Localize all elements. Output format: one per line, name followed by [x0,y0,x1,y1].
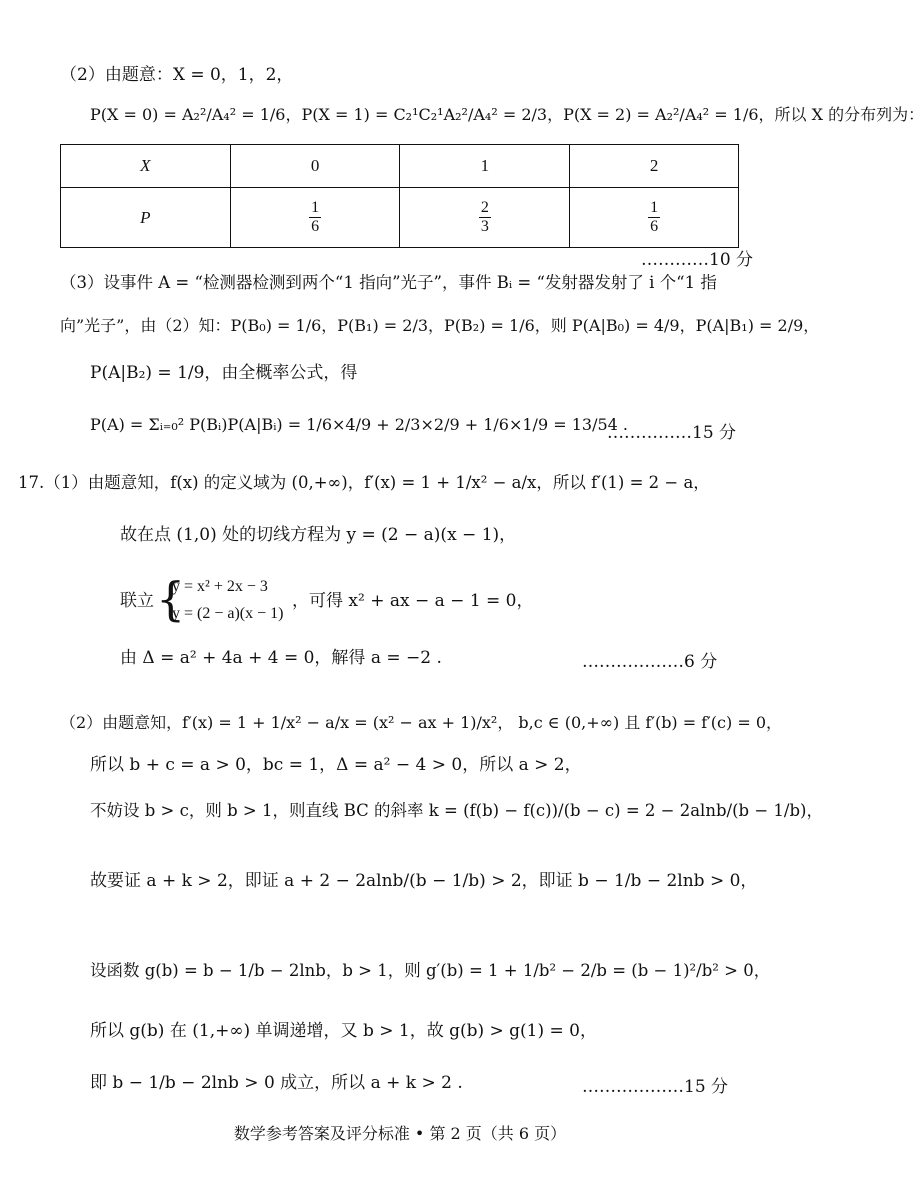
q17-part2-line2: 所以 b + c = a > 0，bc = 1，Δ = a² − 4 > 0，所以 a > 2， [90,755,582,775]
part3-line2: 向”光子”，由（2）知：P(B₀) = 1/6，P(B₁) = 2/3，P(B₂) = 1/6，则 P(A|B₀) = 4/9，P(A|B₁) = 2/9， [60,316,820,335]
fraction [309,199,321,237]
table-cell [230,188,400,248]
score-15-q17: ………………15 分 [582,1077,729,1097]
part3-total-probability: P(A) = Σᵢ₌₀² P(Bᵢ)P(A|Bᵢ) = 1/6×4/9 + 2/3×2/9 + 1/6×1/9 = 13/54 . [90,415,628,434]
q17-system-result: ，可得 x² + ax − a − 1 = 0， [292,591,534,611]
part3-line1: （3）设事件 A = “检测器检测到两个“1 指向”光子”，事件 Bᵢ = “发射器发射了 i 个“1 指 [60,273,717,292]
q17-part1-line2: 故在点 (1,0) 处的切线方程为 y = (2 − a)(x − 1)， [120,525,517,545]
table-row [61,145,739,188]
fraction [479,199,491,237]
denominator: 6 [311,218,320,235]
table-row [61,188,739,248]
table-header-x: X [61,145,231,188]
q17-system-label: 联立 [120,591,154,611]
numerator: 1 [311,198,320,216]
table-cell [400,188,570,248]
fraction [648,199,660,237]
score-10: …………10 分 [641,250,754,270]
q17-part2-line5: 设函数 g(b) = b − 1/b − 2lnb，b > 1，则 g′(b) = 1 + 1/b² − 2/b = (b − 1)²/b² > 0， [90,961,771,980]
table-cell: 2 [570,145,739,188]
part3-line3: P(A|B₂) = 1/9，由全概率公式，得 [90,363,358,383]
q17-part2-line6: 所以 g(b) 在 (1,+∞) 单调递增，又 b > 1，故 g(b) > g(1) = 0， [90,1021,598,1041]
table-cell [570,188,739,248]
score-15-part3: ……………15 分 [607,423,737,443]
page-footer: 数学参考答案及评分标准 • 第 2 页（共 6 页） [233,1124,567,1143]
distribution-table [60,144,739,248]
numerator: 2 [480,198,489,216]
table-row-label-p: P [61,188,231,248]
system-equation-2: y = (2 − a)(x − 1) [172,605,284,622]
q17-part1-line4: 由 Δ = a² + 4a + 4 = 0，解得 a = −2 . [120,648,442,668]
left-brace-icon: { [156,572,186,626]
denominator: 6 [650,218,659,235]
part2-intro: （2）由题意：X = 0，1，2， [60,65,294,85]
q17-part2-line3: 不妨设 b > c，则 b > 1，则直线 BC 的斜率 k = (f(b) − f(c))/(b − c) = 2 − 2alnb/(b − 1/b)， [90,801,823,820]
system-equation-1: y = x² + 2x − 3 [172,578,268,595]
q17-part1-line1: 17.（1）由题意知，f(x) 的定义域为 (0,+∞)，f′(x) = 1 + 1/x² − a/x，所以 f′(1) = 2 − a， [18,473,710,492]
table-cell: 0 [230,145,400,188]
denominator: 3 [480,218,489,235]
q17-part2-line4: 故要证 a + k > 2，即证 a + 2 − 2alnb/(b − 1/b) > 2，即证 b − 1/b − 2lnb > 0， [90,871,758,891]
table-cell: 1 [400,145,570,188]
q17-part2-line7: 即 b − 1/b − 2lnb > 0 成立，所以 a + k > 2 . [90,1073,463,1093]
score-6: ………………6 分 [582,652,718,672]
part2-probability-line: P(X = 0) = A₂²/A₄² = 1/6，P(X = 1) = C₂¹C₂¹A₂²/A₄² = 2/3，P(X = 2) = A₂²/A₄² = 1/6，所以 X 的分布列为： [90,105,924,124]
q17-part2-line1: （2）由题意知，f′(x) = 1 + 1/x² − a/x = (x² − ax + 1)/x²， b,c ∈ (0,+∞) 且 f′(b) = f′(c) = 0， [60,713,783,732]
numerator: 1 [650,198,659,216]
